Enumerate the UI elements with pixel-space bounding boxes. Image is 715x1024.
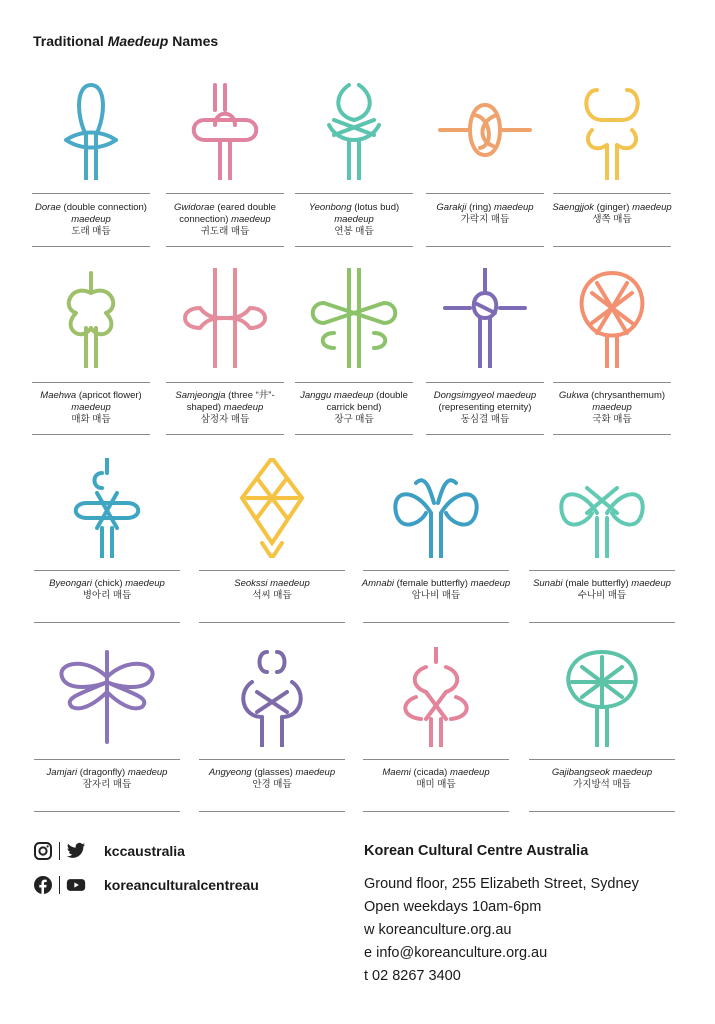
knot-caption xyxy=(291,390,417,426)
knot-suffix: maedeup xyxy=(592,402,632,413)
divider-bottom xyxy=(32,434,150,435)
divider-bottom xyxy=(553,246,671,247)
divider-bottom xyxy=(553,434,671,435)
knot-korean-name: 매미 매듭 xyxy=(416,779,456,790)
knot-korean-name: 안경 매듭 xyxy=(252,779,292,790)
divider-top xyxy=(32,193,150,194)
knot-name: Gukwa xyxy=(558,390,589,401)
knot-caption xyxy=(422,390,548,426)
maemi-knot-icon xyxy=(386,647,486,747)
divider-top xyxy=(529,570,675,571)
yeonbong-knot-icon xyxy=(304,80,404,180)
knot-korean-name: 삼정자 매듭 xyxy=(200,414,250,425)
knot-korean-name: 동심결 매듭 xyxy=(460,414,510,425)
centre-website[interactable]: w koreanculture.org.au xyxy=(364,922,512,938)
social-row-2 xyxy=(33,875,259,895)
knot-caption xyxy=(525,578,679,602)
knot-name: Garakji xyxy=(436,202,467,213)
knot-name: Angyeong xyxy=(208,767,252,778)
divider-bottom xyxy=(529,811,675,812)
knot-name: Amnabi xyxy=(361,578,395,589)
dorae-knot-icon xyxy=(41,80,141,180)
divider-top xyxy=(553,193,671,194)
dongsimgyeol-knot-icon xyxy=(435,268,535,368)
knot-suffix: maedeup xyxy=(71,214,111,225)
facebook-youtube-handle[interactable]: koreanculturalcentreau xyxy=(104,877,259,893)
divider-bottom xyxy=(363,811,509,812)
page-title: Traditional Maedeup Names xyxy=(33,33,219,49)
knot-suffix: maedeup xyxy=(71,402,111,413)
divider-top xyxy=(166,382,284,383)
knot-korean-name: 국화 매듭 xyxy=(592,414,632,425)
facebook-icon[interactable] xyxy=(33,875,53,895)
knot-name: Sunabi xyxy=(533,578,563,589)
divider-top xyxy=(295,382,413,383)
divider-top xyxy=(166,193,284,194)
knot-description: (double connection) xyxy=(60,202,147,213)
social-row-1 xyxy=(33,841,185,861)
divider-bottom xyxy=(529,622,675,623)
knot-korean-name: 매화 매듭 xyxy=(71,414,111,425)
divider-top xyxy=(426,193,544,194)
divider-top xyxy=(199,570,345,571)
knot-description: (double carrick bend) xyxy=(326,390,408,413)
divider-bottom xyxy=(426,246,544,247)
knot-description: (dragonfly) xyxy=(77,767,128,778)
knot-korean-name: 귀도래 매듭 xyxy=(200,226,250,237)
garakji-knot-icon xyxy=(435,80,535,180)
instagram-icon[interactable] xyxy=(33,841,53,861)
divider-top xyxy=(32,382,150,383)
knot-name: Saengjjok xyxy=(552,202,595,213)
divider-top xyxy=(199,759,345,760)
knot-caption xyxy=(525,767,679,791)
knot-caption xyxy=(162,202,288,238)
twitter-icon[interactable] xyxy=(66,841,86,861)
knot-suffix: maedeup xyxy=(631,578,671,589)
knot-korean-name: 잠자리 매듭 xyxy=(82,779,132,790)
samjeongja-knot-icon xyxy=(175,268,275,368)
knot-korean-name: 장구 매듭 xyxy=(334,414,374,425)
knot-caption xyxy=(549,202,675,226)
divider-bottom xyxy=(295,246,413,247)
knot-name: Yeonbong xyxy=(308,202,352,213)
knot-suffix: maedeup xyxy=(127,767,168,778)
sunabi-knot-icon xyxy=(552,458,652,558)
divider-top xyxy=(295,193,413,194)
knot-description: (cicada) xyxy=(410,767,450,778)
knot-name: Gajibangseok maedeup xyxy=(551,767,653,778)
knot-name: Maehwa xyxy=(40,390,77,401)
knot-suffix: maedeup xyxy=(493,202,534,213)
knot-caption xyxy=(30,767,184,791)
knot-description: (representing eternity) xyxy=(438,402,532,413)
knot-korean-name: 가락지 매듭 xyxy=(460,214,510,225)
knot-korean-name: 암나비 매듭 xyxy=(411,590,461,601)
divider-top xyxy=(34,759,180,760)
divider-bottom xyxy=(363,622,509,623)
youtube-icon[interactable] xyxy=(66,875,86,895)
knot-name: Jamjari xyxy=(46,767,78,778)
knot-name: Dorae xyxy=(35,202,61,213)
saengjjok-knot-icon xyxy=(562,80,662,180)
divider-top xyxy=(363,570,509,571)
gwidorae-knot-icon xyxy=(175,80,275,180)
knot-suffix: maedeup xyxy=(295,767,336,778)
knot-caption xyxy=(195,767,349,791)
knot-suffix: maedeup xyxy=(632,202,672,213)
gajibangseok-knot-icon xyxy=(552,647,652,747)
knot-description: (lotus bud) xyxy=(351,202,400,213)
jamjari-knot-icon xyxy=(57,647,157,747)
knot-name: Gwidorae xyxy=(174,202,215,213)
knot-caption xyxy=(162,390,288,426)
knot-description: (glasses) xyxy=(251,767,296,778)
knot-description: (ginger) xyxy=(594,202,633,213)
knot-caption xyxy=(28,202,154,238)
knot-description: (female butterfly) xyxy=(394,578,471,589)
centre-address: Ground floor, 255 Elizabeth Street, Sydney xyxy=(364,876,639,892)
centre-name: Korean Cultural Centre Australia xyxy=(364,843,589,859)
knot-name: Maemi xyxy=(382,767,411,778)
knot-caption xyxy=(549,390,675,426)
knot-name: Dongsimgyeol maedeup xyxy=(433,390,537,401)
byeongari-knot-icon xyxy=(57,458,157,558)
knot-caption xyxy=(291,202,417,238)
knot-korean-name: 수나비 매듭 xyxy=(577,590,627,601)
knot-description: (eared double connection) xyxy=(179,202,276,225)
knot-description: (chick) xyxy=(91,578,126,589)
divider-bottom xyxy=(199,811,345,812)
knot-description: (ring) xyxy=(466,202,494,213)
divider-top xyxy=(363,759,509,760)
divider-top xyxy=(34,570,180,571)
divider-bottom xyxy=(426,434,544,435)
seokssi-knot-icon xyxy=(222,458,322,558)
knot-korean-name: 석씨 매듭 xyxy=(252,590,292,601)
centre-hours: Open weekdays 10am-6pm xyxy=(364,899,542,915)
divider-top xyxy=(529,759,675,760)
instagram-twitter-handle[interactable]: kccaustralia xyxy=(104,843,185,859)
divider-bottom xyxy=(199,622,345,623)
amnabi-knot-icon xyxy=(386,458,486,558)
knot-caption xyxy=(359,578,513,602)
gukwa-knot-icon xyxy=(562,268,662,368)
knot-suffix: maedeup xyxy=(334,214,374,225)
knot-suffix: maedeup xyxy=(449,767,490,778)
angyeong-knot-icon xyxy=(222,647,322,747)
divider-bottom xyxy=(295,434,413,435)
maehwa-knot-icon xyxy=(41,268,141,368)
knot-description: (chrysanthemum) xyxy=(588,390,666,401)
knot-description: (apricot flower) xyxy=(76,390,142,401)
knot-caption xyxy=(422,202,548,226)
knot-korean-name: 연봉 매듭 xyxy=(334,226,374,237)
knot-suffix: maedeup xyxy=(223,402,264,413)
knot-korean-name: 가지방석 매듭 xyxy=(573,779,631,790)
divider-bottom xyxy=(32,246,150,247)
knot-suffix: maedeup xyxy=(231,214,271,225)
knot-name: Janggu maedeup xyxy=(300,390,374,401)
knot-korean-name: 생쪽 매듭 xyxy=(592,214,632,225)
janggu-knot-icon xyxy=(304,268,404,368)
divider-top xyxy=(426,382,544,383)
divider-bottom xyxy=(166,246,284,247)
centre-email[interactable]: e info@koreanculture.org.au xyxy=(364,945,548,961)
divider-bottom xyxy=(34,622,180,623)
knot-caption xyxy=(30,578,184,602)
divider-bottom xyxy=(166,434,284,435)
knot-korean-name: 도래 매듭 xyxy=(71,226,111,237)
knot-name: Samjeongja xyxy=(175,390,226,401)
knot-name: Seokssi maedeup xyxy=(234,578,310,589)
centre-phone[interactable]: t 02 8267 3400 xyxy=(364,968,461,984)
knot-name: Byeongari xyxy=(49,578,92,589)
knot-korean-name: 병아리 매듭 xyxy=(82,590,132,601)
knot-caption xyxy=(359,767,513,791)
knot-suffix: maedeup xyxy=(125,578,165,589)
divider-bottom xyxy=(34,811,180,812)
knot-caption xyxy=(28,390,154,426)
knot-description: (male butterfly) xyxy=(562,578,632,589)
knot-suffix: maedeup xyxy=(470,578,511,589)
knot-description: (three “井”-shaped) xyxy=(186,390,275,413)
divider-top xyxy=(553,382,671,383)
knot-caption xyxy=(195,578,349,602)
